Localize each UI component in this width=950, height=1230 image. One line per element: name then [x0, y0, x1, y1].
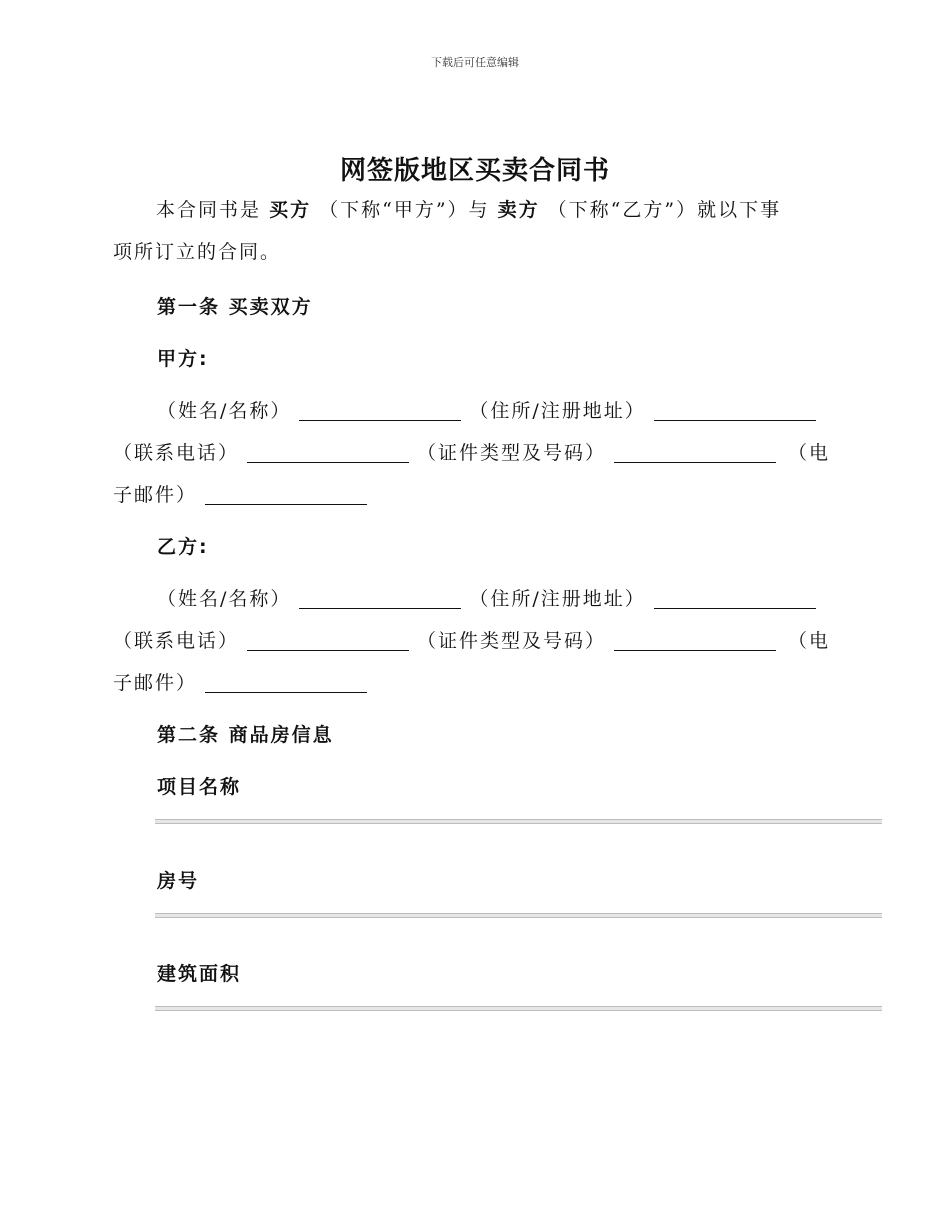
- party-b-id-blank[interactable]: [614, 632, 776, 651]
- party-a-email-blank[interactable]: [205, 486, 367, 505]
- party-b-email-label-b: 子邮件）: [113, 672, 198, 694]
- field-floor-area-line[interactable]: [155, 1006, 882, 1011]
- party-a-email-label-b: 子邮件）: [113, 484, 198, 506]
- party-b-line-1: [157, 584, 824, 611]
- intro-paragraph: [113, 189, 833, 273]
- header-note: 下载后可任意编辑: [431, 56, 519, 69]
- party-a-id-label: （证件类型及号码）: [417, 442, 607, 464]
- party-a-id-blank[interactable]: [614, 444, 776, 463]
- buyer-term: 买方: [269, 199, 312, 221]
- party-a-phone-blank[interactable]: [247, 444, 409, 463]
- party-a-phone-label: （联系电话）: [113, 442, 240, 464]
- intro-text-1: 本合同书是: [156, 199, 262, 221]
- party-b-email-blank[interactable]: [205, 674, 367, 693]
- party-a-name-blank[interactable]: [299, 402, 461, 421]
- field-floor-area-label: 建筑面积: [157, 963, 242, 985]
- party-b-name-label: （姓名/名称）: [157, 588, 292, 610]
- party-b-line-2: [113, 626, 830, 653]
- intro-text-2: （下称“甲方”）与: [319, 199, 490, 221]
- article-2-heading: 第二条 商品房信息: [157, 724, 334, 746]
- party-b-name-blank[interactable]: [299, 590, 461, 609]
- party-b-label: 乙方:: [157, 536, 209, 558]
- field-project-name-label: 项目名称: [157, 776, 242, 798]
- seller-term: 卖方: [497, 199, 540, 221]
- party-a-line-3: [113, 480, 375, 507]
- party-b-phone-blank[interactable]: [247, 632, 409, 651]
- party-a-email-label-a: （电: [788, 442, 831, 464]
- party-b-phone-label: （联系电话）: [113, 630, 240, 652]
- article-1-heading: 第一条 买卖双方: [157, 296, 313, 318]
- field-project-name-line[interactable]: [155, 819, 882, 824]
- party-b-address-label: （住所/注册地址）: [469, 588, 646, 610]
- field-room-number-label: 房号: [157, 870, 200, 892]
- party-a-line-2: [113, 438, 830, 465]
- party-b-line-3: [113, 668, 375, 695]
- document-title: 网签版地区买卖合同书: [339, 156, 610, 186]
- field-room-number-line[interactable]: [155, 913, 882, 918]
- intro-text-3: （下称“乙方”）就以下事: [547, 199, 782, 221]
- party-a-name-label: （姓名/名称）: [157, 400, 292, 422]
- intro-text-4: 项所订立的合同。: [113, 241, 282, 263]
- party-b-email-label-a: （电: [788, 630, 831, 652]
- party-b-address-blank[interactable]: [654, 590, 816, 609]
- party-a-line-1: [157, 396, 824, 423]
- party-a-address-blank[interactable]: [654, 402, 816, 421]
- party-a-label: 甲方:: [157, 348, 209, 370]
- party-b-id-label: （证件类型及号码）: [417, 630, 607, 652]
- party-a-address-label: （住所/注册地址）: [469, 400, 646, 422]
